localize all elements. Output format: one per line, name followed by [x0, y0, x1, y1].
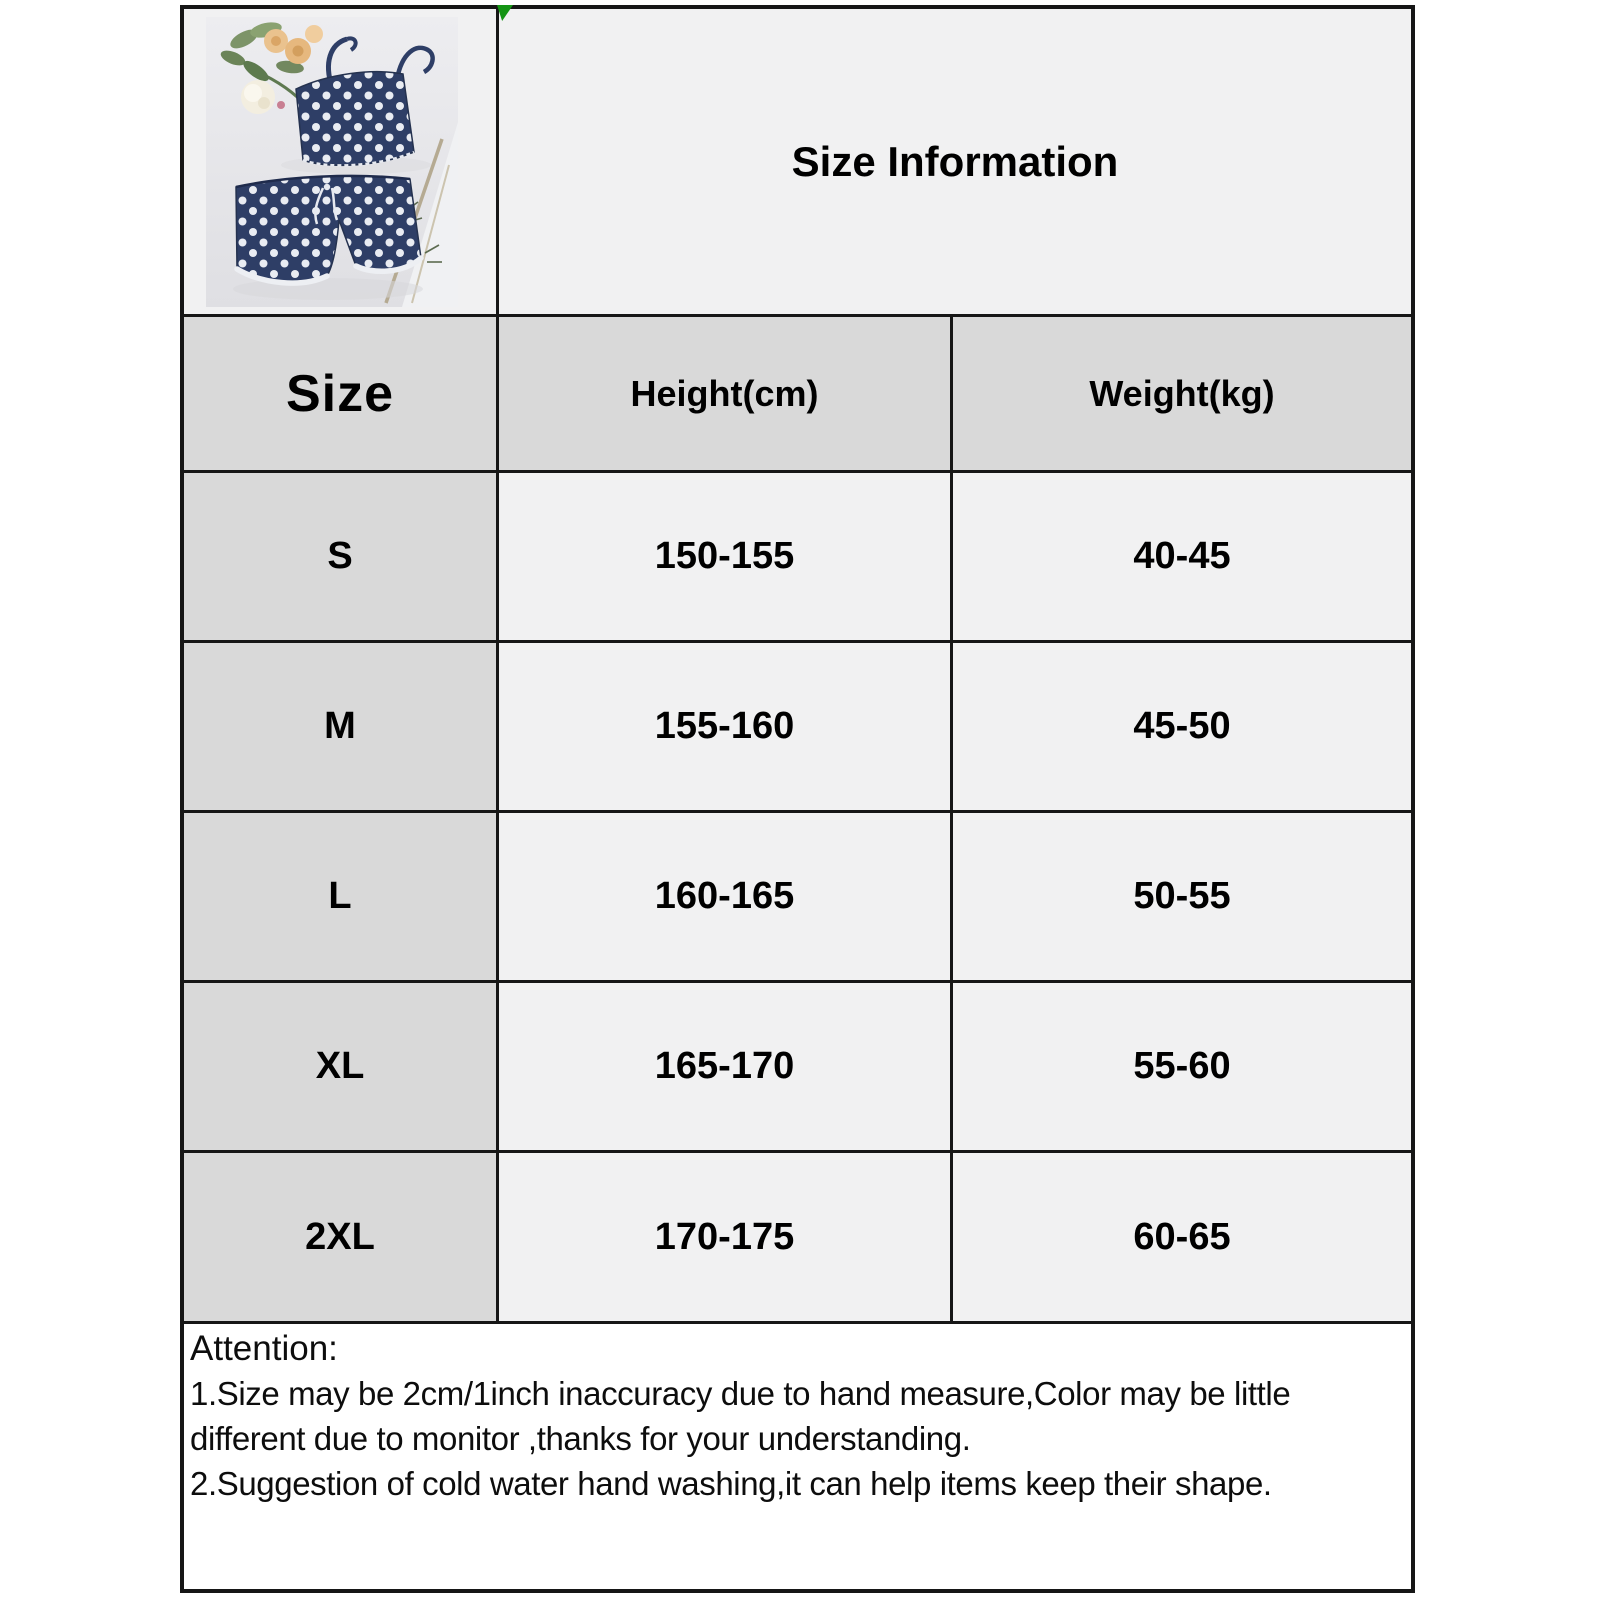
height-value-cell: 165-170 [499, 983, 953, 1153]
weight-value-cell: 60-65 [953, 1153, 1411, 1324]
size-information-title: Size Information [499, 9, 1411, 317]
weight-value-cell: 40-45 [953, 473, 1411, 643]
attention-heading: Attention: [190, 1329, 338, 1368]
weight-value-cell: 55-60 [953, 983, 1411, 1153]
height-value-cell: 150-155 [499, 473, 953, 643]
size-label-cell: XL [184, 983, 499, 1153]
height-value-cell: 155-160 [499, 643, 953, 813]
weight-value-cell: 50-55 [953, 813, 1411, 983]
attention-line: 1.Size may be 2cm/1inch inaccuracy due to hand measure,Color may be little [190, 1375, 1291, 1412]
size-label-cell: 2XL [184, 1153, 499, 1324]
size-label-cell: S [184, 473, 499, 643]
attention-note [184, 1324, 1411, 1589]
column-header-weight: Weight(kg) [953, 317, 1411, 473]
product-photo-cell [184, 9, 499, 317]
height-value-cell: 160-165 [499, 813, 953, 983]
column-header-height: Height(cm) [499, 317, 953, 473]
column-header-size: Size [184, 317, 499, 473]
size-label-cell: L [184, 813, 499, 983]
attention-line: 2.Suggestion of cold water hand washing,it can help items keep their shape. [190, 1465, 1272, 1502]
weight-value-cell: 45-50 [953, 643, 1411, 813]
size-chart-table [180, 5, 1415, 1593]
attention-line: different due to monitor ,thanks for your understanding. [190, 1420, 971, 1457]
size-label-cell: M [184, 643, 499, 813]
height-value-cell: 170-175 [499, 1153, 953, 1324]
pajama-set-photo [206, 17, 458, 307]
